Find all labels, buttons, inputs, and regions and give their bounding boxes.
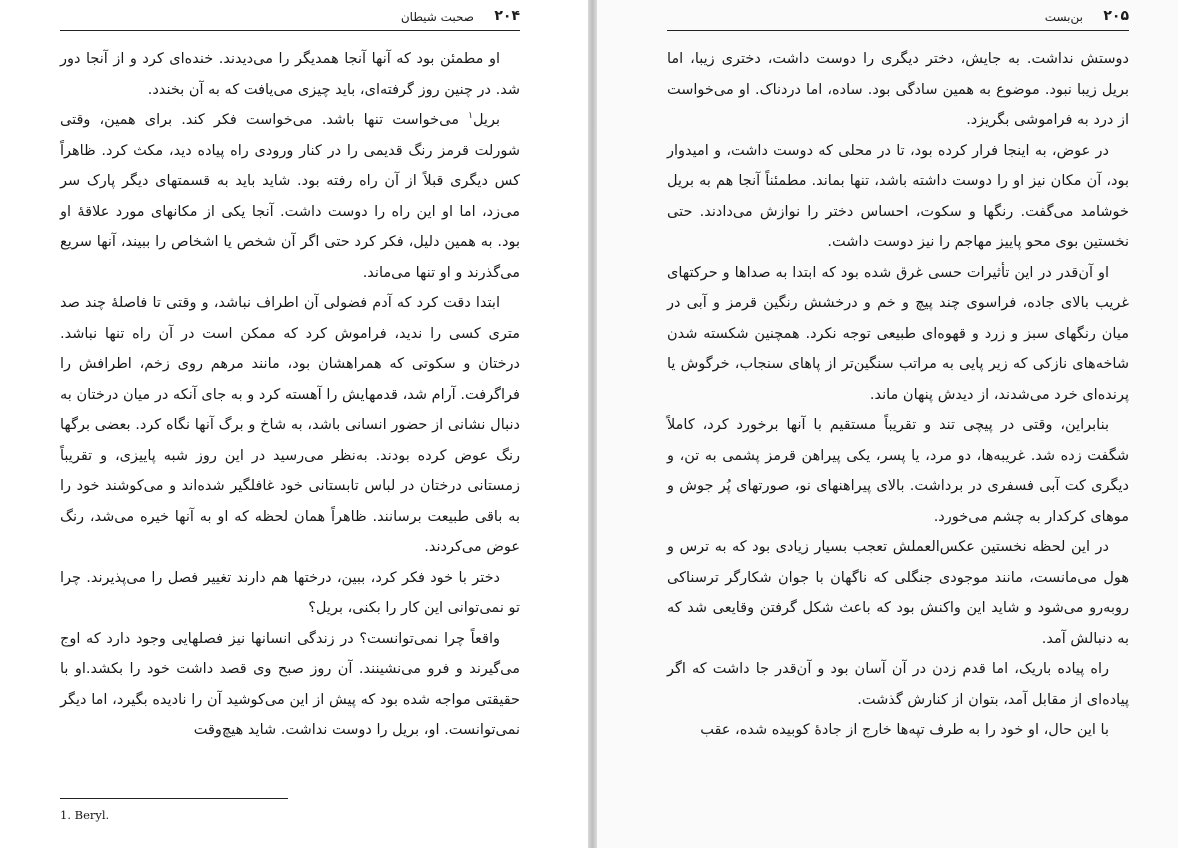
paragraph: در این لحظه نخستین عکس‌العملش تعجب بسیار زیادی بود که به ترس و هول می‌مانست، مانند موجودی جنگلی که ناگهان با جوان شکارگر ترسناکی روبه‌رو می‌شود و شاید این واکنش بود که باعث شکل گرفتن وقایعی شد که به دنبالش آمد.	[667, 539, 1129, 647]
paragraph: ابتدا دقت کرد که آدم فضولی آن اطراف نباشد، و وقتی تا فاصلهٔ چند صد متری کسی را ندید، فراموش کرد که ممکن است در آن راه تنها نباشد. درختان و سکوتی که همراهشان بود، مانند مرهم روی زخم، اطرافش را فراگرفت. آرام شد، قدمهایش را آهسته کرد و به جای آنکه در میان درختان به دنبال نشانی از حضور انسانی باشد، به شاخ و برگ آنها نگاه کرد. بعضی برگها رنگ عوض کرده بودند. به‌نظر می‌رسید در این روز شبه پاییزی، و تقریباً زمستانی درختان در لباس تابستانی خود غافلگیر شده‌اند و می‌کوشند خود را به باقی طبیعت برسانند. ظاهراً همان لحظه که او به آنها خیره می‌شد، رنگ عوض می‌کردند.	[60, 295, 520, 555]
paragraph: بنابراین، وقتی در پیچی تند و تقریباً مستقیم با آنها برخورد کرد، کاملاً شگفت زده شد. غریبه‌ها، دو مرد، یا پسر، یکی پیراهن قرمز پشمی به تن، و دیگری کت آبی فسفری در برداشت. بالای پیراهنهای نو، صورتهای پُر جوش و موهای کرکدار به چشم می‌خورد.	[667, 417, 1129, 525]
footnote: 1. Beryl.	[60, 808, 110, 822]
paragraph: دختر با خود فکر کرد، ببین، درختها هم دارند تغییر فصل را می‌پذیرند. چرا تو نمی‌توانی این کار را بکنی، بریل؟	[60, 569, 520, 616]
paragraph: او آن‌قدر در این تأثیرات حسی غرق شده بود که ابتدا به صداها و حرکتهای غریب بالای جاده، فراسوی چند پیچ و خم و درخشش رنگین قرمز و آبی در میان رنگهای سبز و زرد و قهوه‌ای طبیعی توجه نکرد. همچنین شکسته شدن شاخه‌های نازکی که زیر پایی به مراتب سنگین‌تر از پاهای سنجاب، خرگوش یا پرنده‌ای خرد می‌شدند، از دیدش پنهان ماند.	[667, 264, 1129, 403]
right-page	[597, 0, 1178, 848]
paragraph: واقعاً چرا نمی‌توانست؟ در زندگی انسانها نیز فصلهایی وجود دارد که اوج می‌گیرند و فرو می‌نشینند. آن روز صبح وی قصد داشت خود را بکشد.او با حقیقتی مواجه شده بود که پیش از این می‌کوشید آن را نادیده بگیرد، اما دیگر نمی‌توانست. او، بریل را دوست نداشت. شاید هیچ‌وقت	[60, 630, 520, 738]
paragraph-lead-word: بریل	[472, 112, 500, 128]
page-body	[60, 44, 520, 746]
page-body	[667, 44, 1129, 746]
running-title: بن‌بست	[1044, 10, 1083, 24]
paragraph: راه پیاده باریک، اما قدم زدن در آن آسان بود و آن‌قدر جا داشت که اگر پیاده‌ای از مقابل آمد، بتوان از کنارش گذشت.	[667, 661, 1129, 708]
left-page	[0, 0, 588, 848]
footnote-divider	[60, 798, 288, 799]
paragraph	[60, 105, 520, 288]
paragraph-text: می‌خواست تنها باشد. می‌خواست فکر کند. برای همین، وقتی شورلت قرمز رنگ قدیمی را در کنار ورودی راه پیاده دید، مکث کرد. ظاهراً کس دیگری قبلاً از آن راه رفته بود. شاید باید به قسمتهای دیگر پارک سر می‌زد، اما او این راه را دوست داشت. آنجا یکی از مکانهای مورد علاقهٔ او بود. به همین دلیل، فکر کرد حتی اگر آن شخص یا اشخاص را ببیند، آنها سریع می‌گذرند و او تنها می‌ماند.	[60, 112, 520, 281]
book-gutter	[588, 0, 597, 848]
page-number: ۲۰۵	[1103, 8, 1129, 24]
page-number: ۲۰۴	[494, 8, 520, 24]
paragraph: او مطمئن بود که آنها آنجا همدیگر را می‌دیدند. خنده‌ای کرد و از آنجا دور شد. در چنین روز گرفته‌ای، باید چیزی می‌یافت که به آن بخندد.	[60, 51, 520, 98]
running-title: صحبت شیطان	[400, 10, 474, 24]
paragraph: در عوض، به اینجا فرار کرده بود، تا در محلی که دوست داشت، و امیدوار بود، آن مکان نیز او را دوست داشته باشد، تنها بماند. مطمئناً آنجا هم به بریل خوشامد می‌گفت. رنگها و سکوت، احساس دختر را نوازش می‌دادند. حتی نخستین بوی محو پاییز مهاجم را نیز دوست داشت.	[667, 142, 1129, 250]
paragraph: دوستش نداشت. به جایش، دختر دیگری را دوست داشت، دختری زیبا، اما بریل زیبا نبود. موضوع به همین سادگی بود. ساده، اما دردناک. او می‌خواست از درد به فراموشی بگریزد.	[667, 51, 1129, 128]
page-header	[60, 8, 520, 31]
page-header	[667, 8, 1129, 31]
footnote-marker: ۱	[468, 111, 473, 122]
paragraph: با این حال، او خود را به طرف تپه‌ها خارج از جادهٔ کوبیده شده، عقب	[700, 722, 1109, 738]
